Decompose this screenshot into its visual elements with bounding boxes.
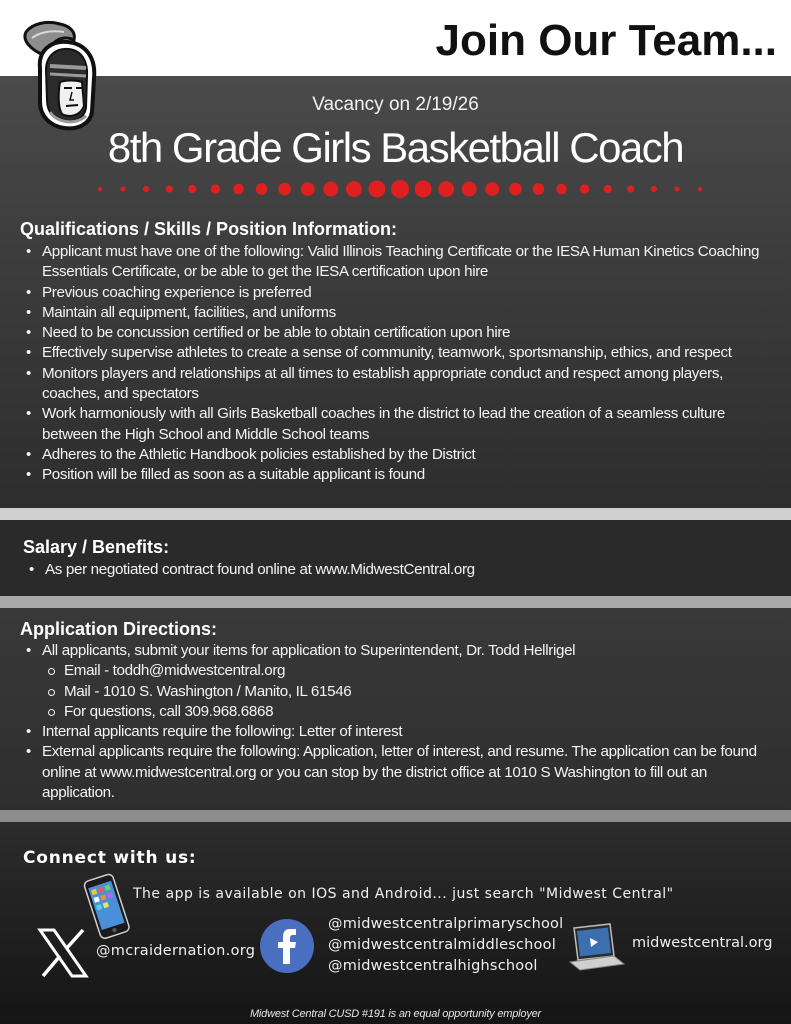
decorative-dot — [346, 181, 362, 197]
decorative-dot — [301, 182, 315, 196]
decorative-dot — [462, 182, 477, 197]
contact-item — [42, 661, 772, 681]
app-availability-note: The app is available on IOS and Android... just search "Midwest Central" — [133, 886, 674, 902]
application-list — [22, 641, 772, 803]
page-title: Join Our Team... — [435, 16, 777, 65]
list-item-text: Email - toddh@midwestcentral.org — [64, 662, 286, 680]
list-item — [22, 242, 782, 283]
list-item-text: Monitors players and relationships at all times to establish appropriate conduct and respect among players, coaches, and spectators — [42, 364, 723, 403]
x-logo-icon[interactable] — [36, 926, 90, 980]
decorative-dot — [166, 185, 173, 192]
list-item — [22, 742, 772, 803]
section-divider — [0, 596, 791, 608]
facebook-handle[interactable]: @midwestcentralmiddleschool — [328, 937, 556, 953]
application-intro: All applicants, submit your items for application to Superintendent, Dr. Todd Hellrigel — [42, 642, 576, 659]
dotted-divider — [80, 176, 720, 202]
qualifications-list — [22, 242, 782, 486]
laptop-icon — [566, 922, 626, 974]
internal-requirements: Internal applicants require the following: Letter of interest — [42, 723, 403, 741]
list-item-text: Work harmoniously with all Girls Basketball coaches in the district to lead the creation of a seamless culture between the High School and Middle School teams — [42, 405, 725, 443]
header-bar — [0, 0, 791, 76]
decorative-dot — [627, 185, 634, 192]
decorative-dot — [368, 181, 385, 198]
list-item-text: Adheres to the Athletic Handbook policies established by the District — [42, 445, 476, 463]
list-item-text: Position will be filled as soon as a suitable applicant is found — [42, 466, 425, 484]
list-item — [22, 303, 782, 323]
x-handle[interactable]: @mcraidernation.org — [96, 943, 256, 959]
knight-helmet-icon — [16, 16, 112, 134]
facebook-handle[interactable]: @midwestcentralhighschool — [328, 958, 538, 974]
list-item-text: Maintain all equipment, facilities, and uniforms — [42, 303, 336, 321]
contact-item — [42, 682, 772, 702]
decorative-dot — [509, 183, 522, 196]
section-divider — [0, 810, 791, 822]
contact-list — [42, 661, 772, 722]
decorative-dot — [485, 182, 499, 196]
list-item-text: Effectively supervise athletes to create a sense of community, teamwork, sportsmanship, ethics, and respect — [42, 344, 732, 362]
decorative-dot — [415, 181, 432, 198]
list-item-text: Applicant must have one of the following: Valid Illinois Teaching Certificate or the IESA Human Kinetics Coaching Essentials Certificate, or be able to get the IESA certification upon hire — [42, 243, 760, 281]
position-title: 8th Grade Girls Basketball Coach — [107, 124, 684, 171]
decorative-dot — [438, 181, 454, 197]
decorative-dot — [323, 182, 338, 197]
decorative-dot — [651, 186, 657, 192]
decorative-dot — [233, 184, 243, 194]
list-item — [22, 404, 782, 445]
website-link[interactable]: midwestcentral.org — [632, 935, 773, 951]
salary-panel — [0, 520, 791, 596]
qualifications-heading: Qualifications / Skills / Position Information: — [20, 219, 398, 239]
list-item — [22, 343, 782, 363]
decorative-dot — [256, 183, 268, 195]
facebook-handle[interactable]: @midwestcentralprimaryschool — [328, 916, 564, 932]
facebook-icon[interactable] — [259, 918, 315, 974]
footer-note: Midwest Central CUSD #191 is an equal opportunity employer — [249, 1008, 542, 1020]
decorative-dot — [211, 184, 220, 193]
section-divider — [0, 508, 791, 520]
application-heading: Application Directions: — [20, 619, 218, 639]
list-item-text: Need to be concussion certified or be able to obtain certification upon hire — [42, 324, 511, 342]
list-item — [22, 641, 772, 722]
decorative-dot — [143, 186, 149, 192]
list-item — [22, 323, 782, 343]
decorative-dot — [604, 185, 612, 193]
list-item — [22, 445, 782, 465]
list-item — [22, 283, 782, 303]
connect-heading: Connect with us: — [23, 848, 197, 868]
contact-item — [42, 702, 772, 722]
decorative-dot — [533, 183, 545, 195]
decorative-dot — [98, 187, 102, 191]
vacancy-date: Vacancy on 2/19/26 — [312, 94, 479, 115]
decorative-dot — [556, 184, 566, 194]
list-item — [25, 560, 765, 580]
decorative-dot — [580, 184, 589, 193]
decorative-dot — [188, 185, 196, 193]
decorative-dot — [674, 186, 679, 191]
decorative-dot — [121, 186, 126, 191]
salary-list — [25, 560, 765, 580]
list-item-text: For questions, call 309.968.6868 — [64, 702, 274, 720]
facebook-handles — [328, 914, 563, 977]
list-item-text: Mail - 1010 S. Washington / Manito, IL 61546 — [64, 682, 352, 700]
list-item — [22, 722, 772, 742]
list-item — [22, 364, 782, 405]
decorative-dot — [698, 187, 702, 191]
list-item-text: Previous coaching experience is preferred — [42, 283, 312, 301]
list-item — [22, 465, 782, 485]
external-requirements: External applicants require the following: Application, letter of interest, and resume. The application can be found online at www.midwestcentral.org or you can stop by the district office at 1010 S Washington to fill out an application. — [42, 743, 757, 802]
decorative-dot — [278, 183, 291, 196]
list-item-text: As per negotiated contract found online at www.MidwestCentral.org — [45, 561, 475, 578]
decorative-dot — [391, 180, 409, 198]
salary-heading: Salary / Benefits: — [23, 537, 170, 557]
